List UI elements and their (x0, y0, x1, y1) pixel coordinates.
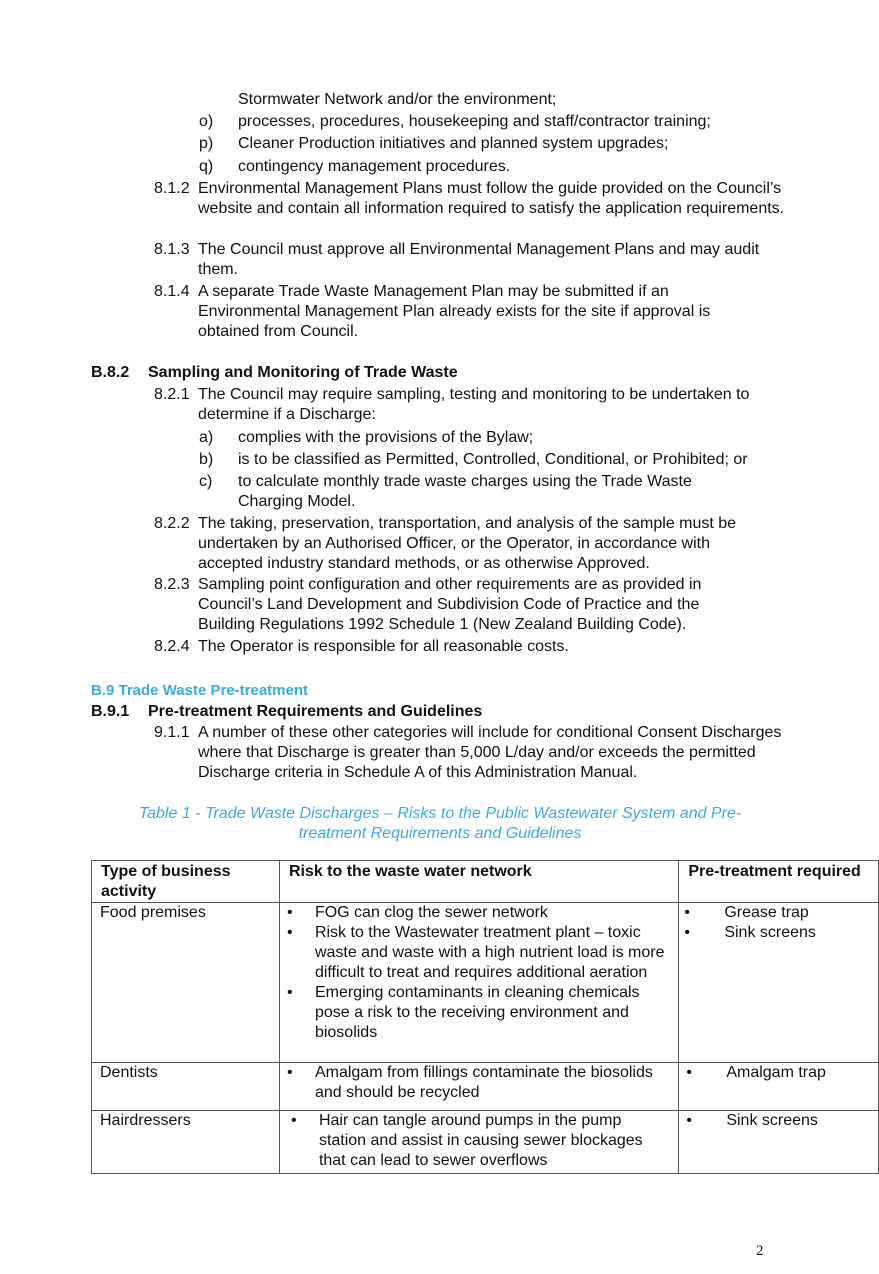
cell-activity: Dentists (92, 1063, 280, 1111)
list-item-continuation: Stormwater Network and/or the environment; (238, 91, 557, 108)
clause-text-812: Environmental Management Plans must follow the guide provided on the Council’s website and contain all information required to satisfy the application requirements. (198, 180, 785, 217)
list-marker-c: c) (199, 473, 213, 490)
clause-number-824: 8.2.4 (154, 638, 190, 655)
list-item-p: Cleaner Production initiatives and planned system upgrades; (238, 135, 669, 152)
clause-text-911: A number of these other categories will include for conditional Consent Discharges where that Discharge is greater than 5,000 L/day and/or exceeds the permitted Discharge criteria in Schedule A of this Administration Manual. (198, 724, 782, 781)
clause-number-813: 8.1.3 (154, 241, 190, 258)
cell-activity: Hairdressers (92, 1111, 280, 1174)
clause-number-821: 8.2.1 (154, 386, 190, 403)
risk-item: • Amalgam from fillings contaminate the biosolids and should be recycled (315, 1063, 668, 1103)
table-caption: Table 1 - Trade Waste Discharges – Risks to the Public Wastewater System and Pre-treatment Requirements and Guidelines (138, 805, 742, 842)
cell-risks (279, 1063, 678, 1111)
cell-risks (279, 1111, 678, 1174)
list-item-o: processes, procedures, housekeeping and staff/contractor training; (238, 113, 711, 130)
risk-item: • Risk to the Wastewater treatment plant – toxic waste and waste with a high nutrient load is more difficult to treat and requires additional aeration (315, 923, 668, 983)
section-number-b82: B.8.2 (91, 364, 130, 381)
clause-number-911: 9.1.1 (154, 724, 190, 741)
clause-text-821: The Council may require sampling, testing and monitoring to be undertaken to determine if a Discharge: (198, 386, 750, 423)
pretreatment-item: • Sink screens (726, 1111, 878, 1131)
clause-text-824: The Operator is responsible for all reasonable costs. (198, 638, 569, 655)
column-header-activity: Type of business activity (92, 861, 280, 903)
pretreatment-item: • Amalgam trap (726, 1063, 878, 1083)
section-title-b9: B.9 Trade Waste Pre-treatment (91, 682, 309, 699)
page-number: 2 (756, 1243, 764, 1259)
section-title-b91: Pre-treatment Requirements and Guidelines (148, 703, 483, 720)
clause-number-823: 8.2.3 (154, 576, 190, 593)
risk-table (91, 860, 879, 1174)
table-row (92, 1063, 879, 1111)
pretreatment-item: • Sink screens (724, 923, 878, 943)
list-item-c: to calculate monthly trade waste charges using the Trade Waste Charging Model. (238, 473, 692, 510)
cell-activity: Food premises (92, 903, 280, 1063)
list-marker-o: o) (199, 113, 214, 130)
table-row (92, 903, 879, 1063)
cell-pretreatment (679, 1111, 879, 1174)
risk-item: • FOG can clog the sewer network (315, 903, 668, 923)
cell-pretreatment (679, 903, 879, 1063)
list-marker-q: q) (199, 158, 214, 175)
list-marker-b: b) (199, 451, 214, 468)
clause-text-822: The taking, preservation, transportation, and analysis of the sample must be undertaken by an Authorised Officer, or the Operator, in accordance with accepted industry standard methods, or as otherwise Approved. (198, 515, 737, 572)
pretreatment-item: • Grease trap (724, 903, 878, 923)
list-marker-p: p) (199, 135, 214, 152)
table-header-row (92, 861, 879, 903)
list-marker-a: a) (199, 429, 214, 446)
section-number-b91: B.9.1 (91, 703, 130, 720)
cell-pretreatment (679, 1063, 879, 1111)
cell-risks (279, 903, 678, 1063)
list-item-a: complies with the provisions of the Bylaw; (238, 429, 534, 446)
list-item-b: is to be classified as Permitted, Controlled, Conditional, or Prohibited; or (238, 451, 748, 468)
clause-number-814: 8.1.4 (154, 283, 190, 300)
risk-item: • Hair can tangle around pumps in the pump station and assist in causing sewer blockages that can lead to sewer overflows (319, 1111, 668, 1171)
clause-text-813: The Council must approve all Environmental Management Plans and may audit them. (198, 241, 760, 278)
table-row (92, 1111, 879, 1174)
clause-number-822: 8.2.2 (154, 515, 190, 532)
section-title-b82: Sampling and Monitoring of Trade Waste (148, 364, 458, 381)
column-header-pretreatment: Pre-treatment required (679, 861, 879, 903)
clause-text-823: Sampling point configuration and other requirements are as provided in Council’s Land Development and Subdivision Code of Practice and the Building Regulations 1992 Schedule 1 (New Zealand Building Code). (198, 576, 702, 633)
column-header-risk: Risk to the waste water network (279, 861, 678, 903)
clause-text-814: A separate Trade Waste Management Plan may be submitted if an Environmental Management Plan already exists for the site if approval is obtained from Council. (198, 283, 711, 340)
list-item-q: contingency management procedures. (238, 158, 511, 175)
clause-number-812: 8.1.2 (154, 180, 190, 197)
risk-item: • Emerging contaminants in cleaning chemicals pose a risk to the receiving environment and biosolids (315, 983, 668, 1043)
